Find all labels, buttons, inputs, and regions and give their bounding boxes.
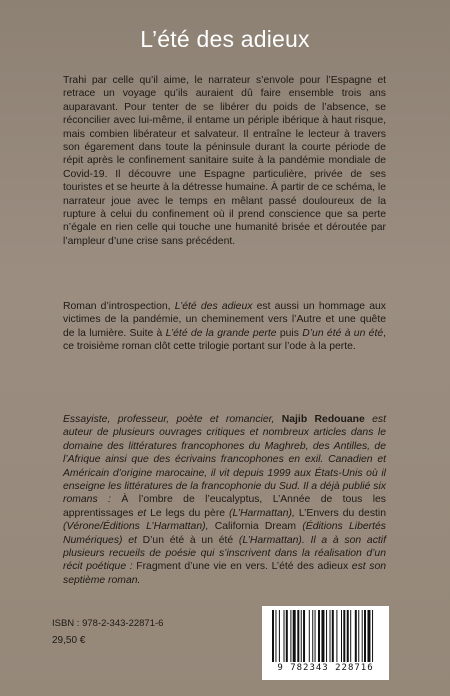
author-name: Najib Redouane	[281, 414, 365, 425]
publisher: (L’Harmattan). Il a à son actif plusieurs recueils de poésie qui s’inscrivent dans la réalisation d’un récit poétique :	[63, 534, 386, 573]
publisher: (Éditions Libertés Numériques)	[63, 521, 386, 546]
bio-text: et	[128, 534, 143, 546]
barcode-bar	[312, 610, 313, 662]
barcode-bar	[350, 610, 351, 662]
barcode-bar	[290, 610, 291, 662]
barcode-bar	[341, 610, 342, 662]
bio-text: et	[133, 507, 151, 519]
barcode-bar	[279, 610, 280, 662]
book-title: L’été des adieux	[140, 26, 310, 52]
barcode-bar	[358, 610, 359, 662]
summary-text: est aussi un hommage aux victimes de la pandémie, un cheminement vers l’Autre et une quête de la lumière. Suite à	[63, 301, 386, 339]
book-title-ref: Le legs du père	[150, 507, 226, 519]
barcode-bar	[301, 610, 302, 662]
barcode-bar	[315, 610, 316, 662]
author-bio	[63, 413, 386, 587]
barcode-bar	[321, 610, 324, 662]
summary-text: , ce troisième roman clôt cette trilogie portant sur l’ode à la perte.	[63, 327, 386, 353]
barcode-bar	[332, 610, 334, 662]
barcode-bar	[318, 610, 320, 662]
barcode-bar	[297, 610, 299, 662]
publisher: (Vérone/Éditions L’Harmattan),	[63, 521, 215, 533]
barcode-bar	[362, 610, 363, 662]
book-title-ref: L’été des adieux	[174, 301, 253, 312]
barcode-bar	[286, 610, 288, 662]
barcode-bar	[347, 610, 349, 662]
book-title-ref: D’un été à un été	[142, 534, 234, 546]
barcode-bar	[355, 610, 357, 662]
book-title-ref: L’été des adieux	[271, 561, 349, 573]
bio-text: est auteur de plusieurs ouvrages critiques et nombreux articles dans le domaine des littératures francophones du Maghreb, des Antilles, de l’Afrique ainsi que des écrivains francophones en exil. Canadien et Américain d’origine marocaine, il vit depuis 1999 aux États-Unis où il enseigne les littératures de la francophonie du Sud. Il a déjà publié six romans :	[63, 414, 386, 506]
book-title-ref: L’Envers du destin	[298, 507, 386, 519]
barcode-bar	[364, 610, 366, 662]
price: 29,50 €	[52, 635, 86, 646]
book-title-ref: L’été de la grande perte	[165, 327, 277, 339]
barcode-bar	[309, 610, 310, 662]
book-title-ref: California Dream	[214, 521, 297, 533]
summary-paragraph-1: Trahi par celle qu’il aime, le narrateur s’envole pour l’Espagne et retrace un voyage qu’ils auraient dû faire ensemble trois ans auparavant. Pour tenter de se libérer du poids de l’absence, se réconcilier avec lui-même, il entame un périple ibérique à haut risque, mais combien libérateur et salvateur. Il entraîne le lecteur à travers son égarement dans toute la péninsule durant la courte période de répit après le confinement sanitaire suite à la pandémie mondiale de Covid-19. Il découvre une Espagne particulière, privée de ses touristes et se heurte à la détresse humaine. À partir de ce schéma, le narrateur joue avec le temps en mêlant passé douloureux de la rupture à celui du confinement où il prend conscience que sa perte n’égale en rien celle qui touche une humanité brisée et déroutée par l’ampleur d’une crise sans précédent.	[63, 75, 386, 247]
barcode-bar	[275, 610, 276, 662]
publisher: (L’Harmattan),	[225, 507, 299, 519]
barcode-bar	[343, 610, 345, 662]
book-title-ref: Fragment d’une vie en vers.	[136, 561, 268, 573]
barcode-bar	[367, 610, 370, 662]
book-title-ref: À l’ombre de l’eucalyptus, L’Année de tous les apprentissages	[63, 494, 387, 519]
summary-text: puis	[276, 327, 303, 339]
bio-text: Essayiste, professeur, poète et romancier,	[63, 414, 282, 425]
isbn: ISBN : 978-2-343-22871-6	[52, 618, 164, 629]
barcode-bar	[336, 610, 337, 662]
bio-text: est son septième roman.	[63, 561, 387, 586]
barcode-bar	[284, 610, 285, 662]
summary-paragraph-2	[63, 300, 386, 354]
book-title-ref: D’un été à un été	[302, 327, 384, 339]
barcode-bar	[303, 610, 305, 662]
barcode-bar	[330, 610, 331, 662]
barcode-number: 9 782343 228716	[277, 663, 374, 673]
barcode-bar	[293, 610, 296, 662]
barcode-bar	[326, 610, 327, 662]
barcode-bars	[268, 610, 383, 664]
barcode-bar	[272, 610, 274, 662]
summary-text: Roman d’introspection,	[63, 301, 175, 312]
barcode	[262, 606, 389, 680]
barcode-bar	[372, 610, 373, 662]
